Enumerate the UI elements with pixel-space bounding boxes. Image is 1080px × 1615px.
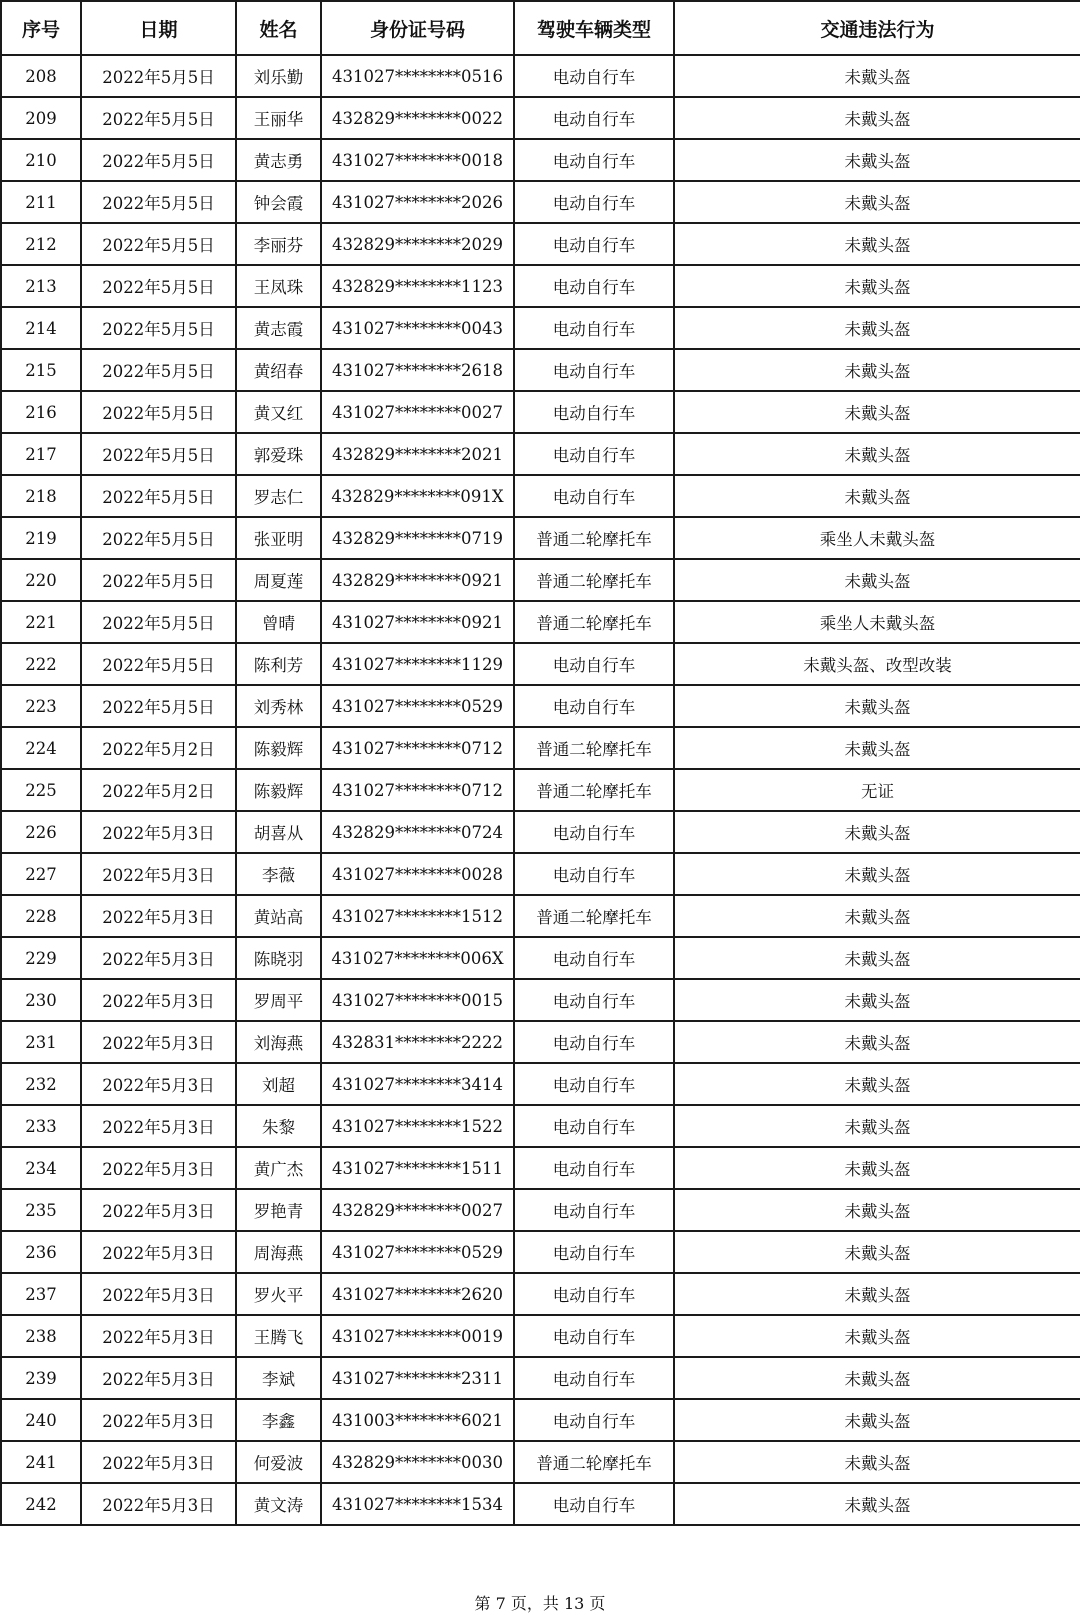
table-header	[1, 1, 1080, 55]
cell-date: 2022年5月3日	[81, 937, 236, 979]
cell-date: 2022年5月5日	[81, 307, 236, 349]
cell-date: 2022年5月3日	[81, 811, 236, 853]
cell-vehicle-type: 电动自行车	[514, 1105, 674, 1147]
cell-name: 李丽芬	[236, 223, 321, 265]
cell-vehicle-type: 电动自行车	[514, 1021, 674, 1063]
table-row	[1, 97, 1080, 139]
cell-serial: 235	[1, 1189, 81, 1231]
cell-name: 李鑫	[236, 1399, 321, 1441]
table-row	[1, 1021, 1080, 1063]
cell-violation: 未戴头盔	[674, 1021, 1080, 1063]
cell-violation: 未戴头盔	[674, 1189, 1080, 1231]
cell-vehicle-type: 电动自行车	[514, 1147, 674, 1189]
cell-vehicle-type: 电动自行车	[514, 1483, 674, 1525]
table-row	[1, 979, 1080, 1021]
cell-name: 刘秀林	[236, 685, 321, 727]
cell-vehicle-type: 普通二轮摩托车	[514, 559, 674, 601]
cell-id-number: 431003********6021	[321, 1399, 514, 1441]
cell-date: 2022年5月2日	[81, 727, 236, 769]
cell-serial: 223	[1, 685, 81, 727]
cell-id-number: 432829********0027	[321, 1189, 514, 1231]
cell-violation: 未戴头盔	[674, 895, 1080, 937]
cell-name: 王凤珠	[236, 265, 321, 307]
cell-date: 2022年5月5日	[81, 349, 236, 391]
cell-violation: 未戴头盔	[674, 1483, 1080, 1525]
cell-violation: 未戴头盔	[674, 475, 1080, 517]
cell-name: 王腾飞	[236, 1315, 321, 1357]
table-row	[1, 475, 1080, 517]
cell-name: 周海燕	[236, 1231, 321, 1273]
table-row	[1, 1105, 1080, 1147]
cell-date: 2022年5月5日	[81, 97, 236, 139]
cell-serial: 208	[1, 55, 81, 97]
cell-violation: 未戴头盔	[674, 853, 1080, 895]
cell-vehicle-type: 电动自行车	[514, 1063, 674, 1105]
cell-name: 罗艳青	[236, 1189, 321, 1231]
table-row	[1, 727, 1080, 769]
column-header-serial: 序号	[1, 1, 81, 55]
cell-name: 钟会霞	[236, 181, 321, 223]
cell-id-number: 431027********0043	[321, 307, 514, 349]
cell-vehicle-type: 电动自行车	[514, 811, 674, 853]
cell-violation: 未戴头盔	[674, 1273, 1080, 1315]
cell-date: 2022年5月5日	[81, 685, 236, 727]
cell-id-number: 431027********0516	[321, 55, 514, 97]
cell-date: 2022年5月3日	[81, 1147, 236, 1189]
cell-serial: 228	[1, 895, 81, 937]
table-row	[1, 517, 1080, 559]
cell-name: 罗火平	[236, 1273, 321, 1315]
cell-serial: 240	[1, 1399, 81, 1441]
cell-serial: 217	[1, 433, 81, 475]
cell-serial: 224	[1, 727, 81, 769]
cell-vehicle-type: 电动自行车	[514, 1189, 674, 1231]
cell-name: 何爱波	[236, 1441, 321, 1483]
cell-name: 罗志仁	[236, 475, 321, 517]
column-header-id-number: 身份证号码	[321, 1, 514, 55]
cell-violation: 未戴头盔	[674, 1357, 1080, 1399]
cell-name: 陈利芳	[236, 643, 321, 685]
cell-id-number: 431027********0712	[321, 769, 514, 811]
cell-serial: 237	[1, 1273, 81, 1315]
cell-name: 黄绍春	[236, 349, 321, 391]
table-row	[1, 1315, 1080, 1357]
cell-serial: 213	[1, 265, 81, 307]
cell-id-number: 431027********0015	[321, 979, 514, 1021]
cell-serial: 229	[1, 937, 81, 979]
cell-date: 2022年5月5日	[81, 433, 236, 475]
table-row	[1, 1063, 1080, 1105]
cell-date: 2022年5月3日	[81, 1483, 236, 1525]
cell-vehicle-type: 电动自行车	[514, 1273, 674, 1315]
table-row	[1, 1189, 1080, 1231]
cell-date: 2022年5月5日	[81, 391, 236, 433]
cell-vehicle-type: 电动自行车	[514, 685, 674, 727]
cell-serial: 226	[1, 811, 81, 853]
cell-date: 2022年5月2日	[81, 769, 236, 811]
cell-id-number: 432831********2222	[321, 1021, 514, 1063]
cell-id-number: 431027********2620	[321, 1273, 514, 1315]
cell-name: 黄站高	[236, 895, 321, 937]
cell-id-number: 431027********0529	[321, 1231, 514, 1273]
cell-violation: 未戴头盔	[674, 1315, 1080, 1357]
cell-date: 2022年5月5日	[81, 475, 236, 517]
cell-id-number: 431027********0529	[321, 685, 514, 727]
cell-vehicle-type: 电动自行车	[514, 97, 674, 139]
cell-violation: 未戴头盔	[674, 937, 1080, 979]
cell-name: 朱黎	[236, 1105, 321, 1147]
cell-vehicle-type: 电动自行车	[514, 1315, 674, 1357]
page-number-footer: 第 7 页，共 13 页	[474, 1594, 606, 1613]
cell-name: 黄文涛	[236, 1483, 321, 1525]
cell-vehicle-type: 电动自行车	[514, 139, 674, 181]
cell-vehicle-type: 普通二轮摩托车	[514, 601, 674, 643]
cell-date: 2022年5月5日	[81, 139, 236, 181]
table-row	[1, 601, 1080, 643]
cell-id-number: 432829********0022	[321, 97, 514, 139]
cell-vehicle-type: 电动自行车	[514, 307, 674, 349]
cell-violation: 未戴头盔	[674, 349, 1080, 391]
cell-serial: 232	[1, 1063, 81, 1105]
cell-serial: 212	[1, 223, 81, 265]
cell-violation: 乘坐人未戴头盔	[674, 517, 1080, 559]
cell-date: 2022年5月3日	[81, 1021, 236, 1063]
cell-vehicle-type: 普通二轮摩托车	[514, 517, 674, 559]
cell-id-number: 432829********2021	[321, 433, 514, 475]
cell-violation: 未戴头盔	[674, 307, 1080, 349]
cell-name: 李薇	[236, 853, 321, 895]
cell-serial: 242	[1, 1483, 81, 1525]
table-row	[1, 559, 1080, 601]
cell-date: 2022年5月3日	[81, 1189, 236, 1231]
cell-serial: 225	[1, 769, 81, 811]
cell-vehicle-type: 电动自行车	[514, 1231, 674, 1273]
table-body	[1, 55, 1080, 1525]
table-row	[1, 685, 1080, 727]
cell-violation: 未戴头盔	[674, 559, 1080, 601]
cell-serial: 209	[1, 97, 81, 139]
cell-id-number: 432829********0719	[321, 517, 514, 559]
cell-violation: 未戴头盔	[674, 223, 1080, 265]
cell-id-number: 431027********0921	[321, 601, 514, 643]
cell-id-number: 431027********1511	[321, 1147, 514, 1189]
cell-violation: 未戴头盔	[674, 1147, 1080, 1189]
cell-date: 2022年5月3日	[81, 1231, 236, 1273]
cell-serial: 218	[1, 475, 81, 517]
cell-id-number: 431027********0018	[321, 139, 514, 181]
cell-vehicle-type: 电动自行车	[514, 433, 674, 475]
column-header-name: 姓名	[236, 1, 321, 55]
cell-violation: 无证	[674, 769, 1080, 811]
cell-date: 2022年5月3日	[81, 1357, 236, 1399]
cell-vehicle-type: 电动自行车	[514, 475, 674, 517]
cell-vehicle-type: 普通二轮摩托车	[514, 769, 674, 811]
cell-date: 2022年5月5日	[81, 601, 236, 643]
cell-id-number: 431027********1522	[321, 1105, 514, 1147]
table-row	[1, 853, 1080, 895]
cell-name: 周夏莲	[236, 559, 321, 601]
cell-date: 2022年5月5日	[81, 55, 236, 97]
table-row	[1, 895, 1080, 937]
cell-name: 黄广杰	[236, 1147, 321, 1189]
cell-serial: 220	[1, 559, 81, 601]
cell-serial: 221	[1, 601, 81, 643]
cell-name: 陈毅辉	[236, 769, 321, 811]
table-row	[1, 307, 1080, 349]
cell-id-number: 431027********2026	[321, 181, 514, 223]
cell-serial: 210	[1, 139, 81, 181]
table-row	[1, 769, 1080, 811]
cell-id-number: 432829********0030	[321, 1441, 514, 1483]
cell-date: 2022年5月3日	[81, 1063, 236, 1105]
cell-id-number: 432829********0921	[321, 559, 514, 601]
cell-vehicle-type: 电动自行车	[514, 391, 674, 433]
cell-date: 2022年5月3日	[81, 1273, 236, 1315]
table-row	[1, 643, 1080, 685]
cell-name: 刘乐勤	[236, 55, 321, 97]
cell-date: 2022年5月3日	[81, 1441, 236, 1483]
cell-id-number: 432829********1123	[321, 265, 514, 307]
cell-name: 曾晴	[236, 601, 321, 643]
cell-violation: 未戴头盔	[674, 685, 1080, 727]
cell-serial: 234	[1, 1147, 81, 1189]
cell-name: 郭爱珠	[236, 433, 321, 475]
cell-violation: 未戴头盔	[674, 265, 1080, 307]
cell-violation: 未戴头盔	[674, 1063, 1080, 1105]
cell-id-number: 431027********1512	[321, 895, 514, 937]
cell-name: 罗周平	[236, 979, 321, 1021]
cell-id-number: 431027********1129	[321, 643, 514, 685]
cell-name: 黄志勇	[236, 139, 321, 181]
cell-vehicle-type: 电动自行车	[514, 181, 674, 223]
cell-serial: 222	[1, 643, 81, 685]
cell-date: 2022年5月5日	[81, 265, 236, 307]
cell-name: 刘海燕	[236, 1021, 321, 1063]
cell-id-number: 431027********3414	[321, 1063, 514, 1105]
table-row	[1, 181, 1080, 223]
table-row	[1, 349, 1080, 391]
table-row	[1, 1231, 1080, 1273]
cell-violation: 未戴头盔	[674, 1441, 1080, 1483]
cell-violation: 未戴头盔	[674, 811, 1080, 853]
cell-violation: 乘坐人未戴头盔	[674, 601, 1080, 643]
cell-id-number: 431027********006X	[321, 937, 514, 979]
cell-date: 2022年5月3日	[81, 895, 236, 937]
cell-serial: 227	[1, 853, 81, 895]
cell-violation: 未戴头盔	[674, 1399, 1080, 1441]
cell-date: 2022年5月5日	[81, 643, 236, 685]
cell-violation: 未戴头盔	[674, 55, 1080, 97]
cell-vehicle-type: 电动自行车	[514, 643, 674, 685]
table-row	[1, 433, 1080, 475]
cell-violation: 未戴头盔	[674, 979, 1080, 1021]
cell-id-number: 431027********1534	[321, 1483, 514, 1525]
cell-id-number: 432829********2029	[321, 223, 514, 265]
cell-id-number: 432829********091X	[321, 475, 514, 517]
cell-serial: 230	[1, 979, 81, 1021]
cell-vehicle-type: 电动自行车	[514, 349, 674, 391]
table-row	[1, 811, 1080, 853]
header-row	[1, 1, 1080, 55]
cell-vehicle-type: 电动自行车	[514, 979, 674, 1021]
cell-serial: 239	[1, 1357, 81, 1399]
cell-name: 黄又红	[236, 391, 321, 433]
table-row	[1, 1357, 1080, 1399]
cell-name: 王丽华	[236, 97, 321, 139]
cell-vehicle-type: 电动自行车	[514, 853, 674, 895]
cell-date: 2022年5月5日	[81, 181, 236, 223]
cell-date: 2022年5月3日	[81, 853, 236, 895]
cell-id-number: 432829********0724	[321, 811, 514, 853]
column-header-violation: 交通违法行为	[674, 1, 1080, 55]
table-row	[1, 1273, 1080, 1315]
cell-serial: 216	[1, 391, 81, 433]
cell-vehicle-type: 电动自行车	[514, 55, 674, 97]
cell-vehicle-type: 电动自行车	[514, 1399, 674, 1441]
cell-vehicle-type: 普通二轮摩托车	[514, 1441, 674, 1483]
cell-serial: 211	[1, 181, 81, 223]
cell-vehicle-type: 电动自行车	[514, 1357, 674, 1399]
column-header-vehicle-type: 驾驶车辆类型	[514, 1, 674, 55]
cell-violation: 未戴头盔	[674, 1231, 1080, 1273]
column-header-date: 日期	[81, 1, 236, 55]
cell-name: 胡喜从	[236, 811, 321, 853]
cell-serial: 219	[1, 517, 81, 559]
cell-serial: 238	[1, 1315, 81, 1357]
cell-name: 陈毅辉	[236, 727, 321, 769]
cell-vehicle-type: 电动自行车	[514, 937, 674, 979]
cell-id-number: 431027********0712	[321, 727, 514, 769]
cell-name: 李斌	[236, 1357, 321, 1399]
cell-date: 2022年5月3日	[81, 1399, 236, 1441]
table-row	[1, 937, 1080, 979]
table-row	[1, 1399, 1080, 1441]
table-row	[1, 139, 1080, 181]
cell-serial: 231	[1, 1021, 81, 1063]
cell-id-number: 431027********0028	[321, 853, 514, 895]
cell-name: 张亚明	[236, 517, 321, 559]
cell-date: 2022年5月3日	[81, 979, 236, 1021]
cell-vehicle-type: 电动自行车	[514, 223, 674, 265]
cell-id-number: 431027********2311	[321, 1357, 514, 1399]
cell-id-number: 431027********0019	[321, 1315, 514, 1357]
cell-violation: 未戴头盔	[674, 97, 1080, 139]
cell-date: 2022年5月5日	[81, 517, 236, 559]
cell-name: 黄志霞	[236, 307, 321, 349]
cell-violation: 未戴头盔	[674, 727, 1080, 769]
cell-vehicle-type: 普通二轮摩托车	[514, 727, 674, 769]
cell-vehicle-type: 电动自行车	[514, 265, 674, 307]
cell-serial: 236	[1, 1231, 81, 1273]
cell-violation: 未戴头盔、改型改装	[674, 643, 1080, 685]
cell-serial: 233	[1, 1105, 81, 1147]
cell-serial: 215	[1, 349, 81, 391]
cell-violation: 未戴头盔	[674, 391, 1080, 433]
cell-date: 2022年5月5日	[81, 559, 236, 601]
cell-vehicle-type: 普通二轮摩托车	[514, 895, 674, 937]
cell-name: 陈晓羽	[236, 937, 321, 979]
table-row	[1, 391, 1080, 433]
cell-id-number: 431027********2618	[321, 349, 514, 391]
cell-date: 2022年5月3日	[81, 1105, 236, 1147]
table-row	[1, 1483, 1080, 1525]
cell-name: 刘超	[236, 1063, 321, 1105]
cell-violation: 未戴头盔	[674, 433, 1080, 475]
table-row	[1, 1147, 1080, 1189]
table-row	[1, 223, 1080, 265]
cell-date: 2022年5月5日	[81, 223, 236, 265]
cell-serial: 241	[1, 1441, 81, 1483]
table-row	[1, 1441, 1080, 1483]
cell-violation: 未戴头盔	[674, 1105, 1080, 1147]
cell-violation: 未戴头盔	[674, 181, 1080, 223]
table-row	[1, 265, 1080, 307]
cell-violation: 未戴头盔	[674, 139, 1080, 181]
cell-id-number: 431027********0027	[321, 391, 514, 433]
cell-serial: 214	[1, 307, 81, 349]
cell-date: 2022年5月3日	[81, 1315, 236, 1357]
table-row	[1, 55, 1080, 97]
